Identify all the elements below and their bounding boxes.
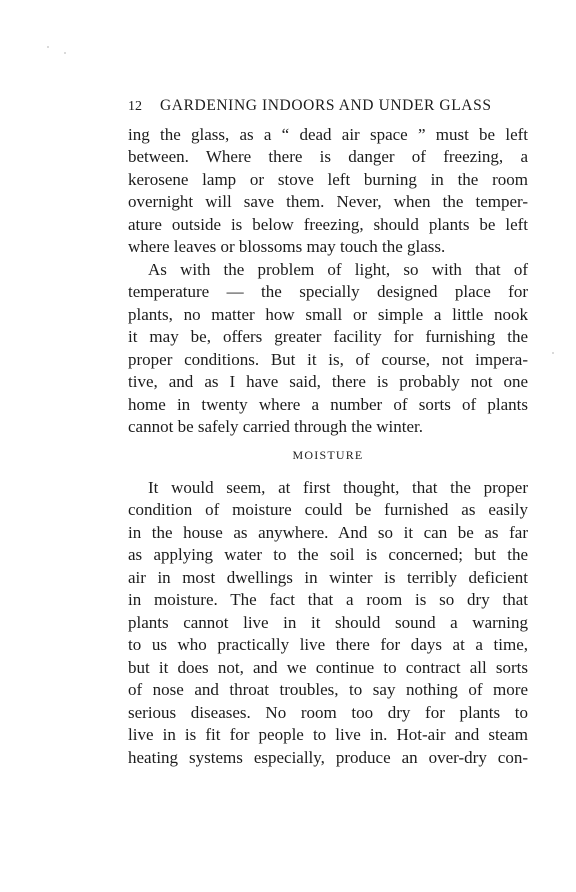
text-line: ature outside is below freezing, should plants be left <box>128 215 528 234</box>
text-line: it may be, offers greater facility for furnishing the <box>128 327 528 346</box>
text-line: serious diseases. No room too dry for plants to <box>128 703 528 722</box>
text-line: plants, no matter how small or simple a little nook <box>128 305 528 324</box>
text-line: condition of moisture could be furnished as easily <box>128 500 528 519</box>
text-line: of nose and throat troubles, to say nothing of more <box>128 680 528 699</box>
text-line: ing the glass, as a “ dead air space ” must be left <box>128 125 528 144</box>
text-line: proper conditions. But it is, of course, not impera- <box>128 350 528 369</box>
text-line: to us who practically live there for days at a time, <box>128 635 528 654</box>
text-line: heating systems especially, produce an over-dry con- <box>128 748 528 767</box>
text-line: It would seem, at first thought, that the proper <box>148 478 528 497</box>
scan-speck <box>552 352 554 354</box>
text-line: air in most dwellings in winter is terribly deficient <box>128 568 528 587</box>
text-line: temperature — the specially designed place for <box>128 282 528 301</box>
text-line: but it does not, and we continue to contract all sorts <box>128 658 528 677</box>
running-head <box>128 96 528 116</box>
text-line: where leaves or blossoms may touch the glass. <box>128 237 446 256</box>
text-line: kerosene lamp or stove left burning in the room <box>128 170 528 189</box>
text-line: cannot be safely carried through the winter. <box>128 417 424 436</box>
section-heading: MOISTURE <box>292 448 364 462</box>
text-line: between. Where there is danger of freezing, a <box>128 147 528 166</box>
text-line: live in is fit for people to live in. Hot-air and steam <box>128 725 528 744</box>
page-number: 12 <box>128 99 142 114</box>
scan-speck <box>47 46 49 48</box>
text-line: overnight will save them. Never, when the temper- <box>128 192 528 211</box>
text-line: in moisture. The fact that a room is so dry that <box>128 590 528 609</box>
text-line: tive, and as I have said, there is probably not one <box>128 372 528 391</box>
text-line: plants cannot live in it should sound a warning <box>128 613 528 632</box>
running-title: GARDENING INDOORS AND UNDER GLASS <box>160 97 492 114</box>
text-line: As with the problem of light, so with that of <box>148 260 528 279</box>
text-line: as applying water to the soil is concerned; but the <box>128 545 528 564</box>
text-line: home in twenty where a number of sorts of plants <box>128 395 528 414</box>
text-line: in the house as anywhere. And so it can be as far <box>128 523 528 542</box>
scan-speck <box>64 52 66 54</box>
